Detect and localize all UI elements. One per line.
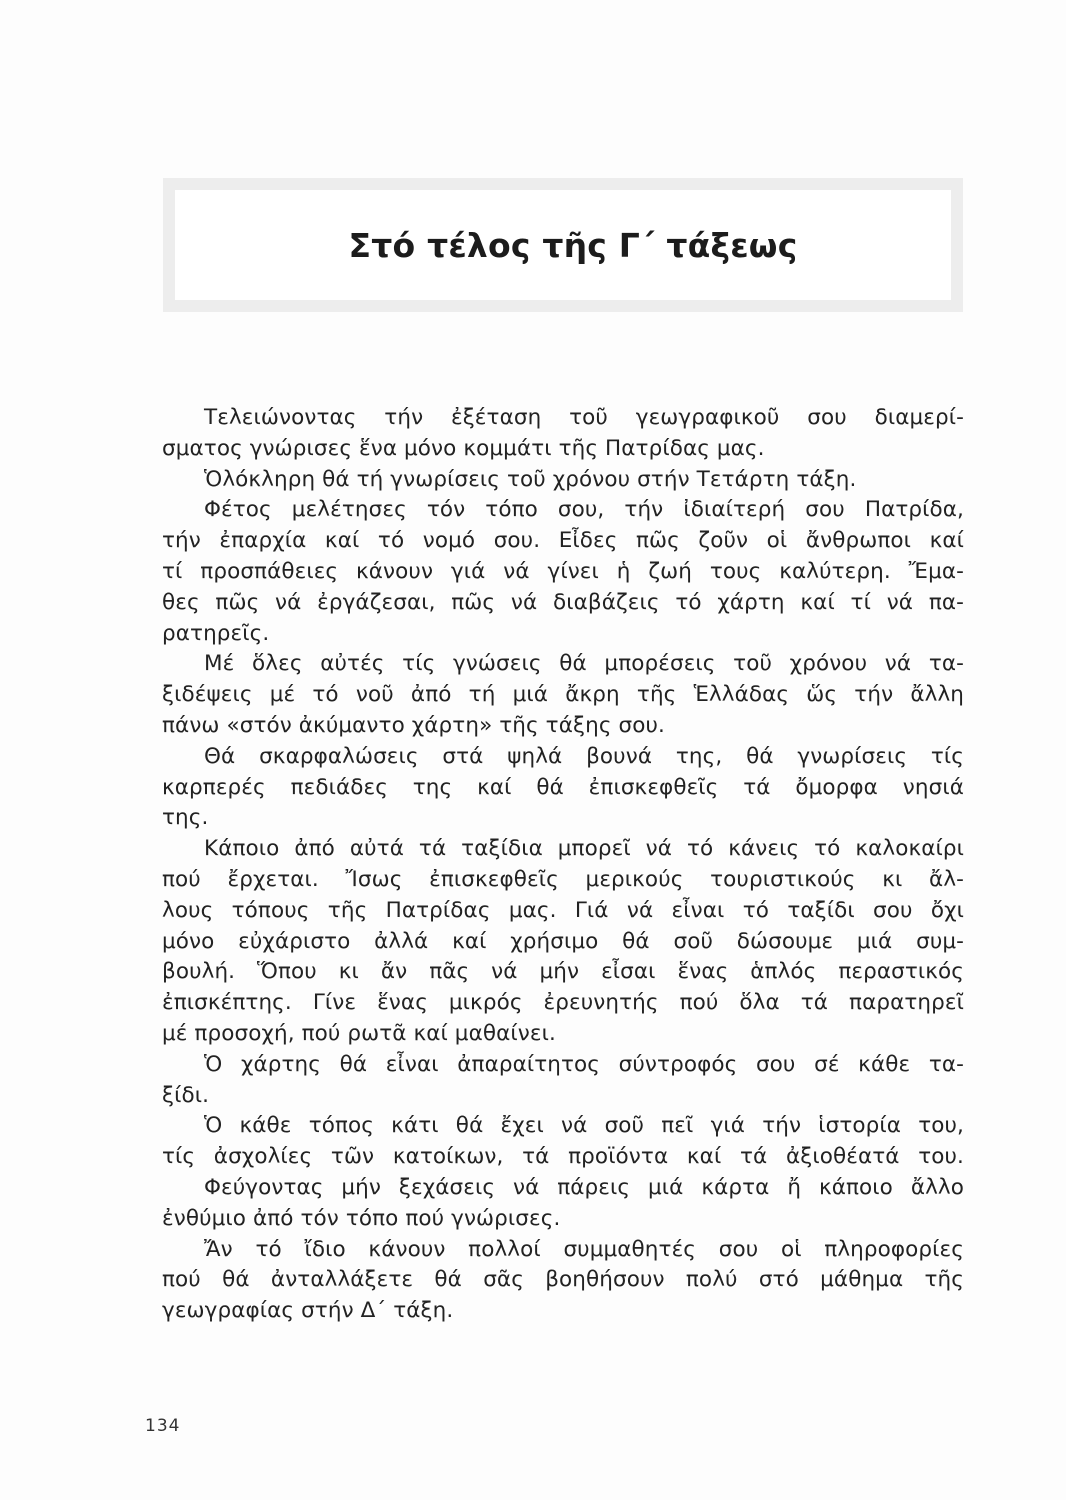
text-line-5: τήν ἐπαρχία καί τό νομό σου. Εἶδες πῶς ζοῦν οἱ ἄνθρωποι καί xyxy=(162,528,964,554)
text-line-30: γεωγραφίας στήν Δ΄ τάξη. xyxy=(162,1298,454,1324)
text-line-17: λους τόπους τῆς Πατρίδας μας. Γιά νά εἶναι τό ταξίδι σου ὄχι xyxy=(162,897,964,923)
text-line-15: Κάποιο ἀπό αὐτά τά ταξίδια μπορεῖ νά τό κάνεις τό καλοκαίρι xyxy=(204,836,964,862)
text-line-19: βουλή. Ὅπου κι ἄν πᾶς νά μήν εἶσαι ἕνας ἁπλός περαστικός xyxy=(162,959,964,985)
text-line-14: της. xyxy=(162,805,209,831)
text-line-3: Ὁλόκληρη θά τή γνωρίσεις τοῦ χρόνου στήν Τετάρτη τάξη. xyxy=(204,466,857,492)
body-text xyxy=(162,403,964,1327)
text-line-1: Τελειώνοντας τήν ἐξέταση τοῦ γεωγραφικοῦ σου διαμερί- xyxy=(204,405,964,430)
text-line-29: πού θά ἀνταλλάξετε θά σᾶς βοηθήσουν πολύ στό μάθημα τῆς xyxy=(162,1267,964,1293)
text-line-21: μέ προσοχή, πού ρωτᾶ καί μαθαίνει. xyxy=(162,1020,556,1046)
text-line-18: μόνο εὐχάριστο ἀλλά καί χρήσιμο θά σοῦ δώσουμε μιά συμ- xyxy=(162,928,964,954)
text-line-16: πού ἔρχεται. Ἴσως ἐπισκεφθεῖς μερικούς τουριστικούς κι ἄλ- xyxy=(162,866,964,892)
text-line-23: ξίδι. xyxy=(162,1082,210,1108)
text-line-20: ἐπισκέπτης. Γίνε ἕνας μικρός ἐρευνητής πού ὅλα τά παρατηρεῖ xyxy=(162,990,964,1016)
text-line-2: σματος γνώρισες ἕνα μόνο κομμάτι τῆς Πατρίδας μας. xyxy=(162,435,765,461)
text-line-6: τί προσπάθειες κάνουν γιά νά γίνει ἡ ζωή τους καλύτερη. Ἔμα- xyxy=(162,558,964,584)
text-line-12: Θά σκαρφαλώσεις στά ψηλά βουνά της, θά γνωρίσεις τίς xyxy=(204,743,964,769)
text-line-8: ρατηρεῖς. xyxy=(162,620,270,646)
text-line-9: Μέ ὅλες αὐτές τίς γνώσεις θά μπορέσεις τοῦ χρόνου νά τα- xyxy=(204,651,964,677)
text-line-10: ξιδέψεις μέ τό νοῦ ἀπό τή μιά ἄκρη τῆς Ἑλλάδας ὥς τήν ἄλλη xyxy=(162,682,964,708)
text-line-24: Ὁ κάθε τόπος κάτι θά ἔχει νά σοῦ πεῖ γιά τήν ἱστορία του, xyxy=(204,1113,964,1139)
text-line-27: ἐνθύμιο ἀπό τόν τόπο πού γνώρισες. xyxy=(162,1205,561,1231)
page-title: Στό τέλος τῆς Γ΄ τάξεως xyxy=(348,225,798,265)
text-line-25: τίς ἀσχολίες τῶν κατοίκων, τά προϊόντα καί τά ἀξιοθέατά του. xyxy=(162,1144,964,1170)
text-line-13: καρπερές πεδιάδες της καί θά ἐπισκεφθεῖς τά ὄμορφα νησιά xyxy=(162,774,964,800)
text-line-26: Φεύγοντας μήν ξεχάσεις νά πάρεις μιά κάρτα ἤ κάποιο ἄλλο xyxy=(204,1174,964,1200)
text-line-4: Φέτος μελέτησες τόν τόπο σου, τήν ἰδιαίτερή σου Πατρίδα, xyxy=(204,497,964,523)
text-line-7: θες πῶς νά ἐργάζεσαι, πῶς νά διαβάζεις τό χάρτη καί τί νά πα- xyxy=(162,589,964,615)
text-line-22: Ὁ χάρτης θά εἶναι ἀπαραίτητος σύντροφός σου σέ κάθε τα- xyxy=(204,1051,964,1077)
text-line-28: Ἄν τό ἴδιο κάνουν πολλοί συμμαθητές σου οἱ πληροφορίες xyxy=(204,1236,964,1262)
page-number: 134 xyxy=(145,1416,181,1436)
title-box xyxy=(163,178,963,312)
text-line-11: πάνω «στόν ἀκύμαντο χάρτη» τῆς τάξης σου. xyxy=(162,712,665,738)
